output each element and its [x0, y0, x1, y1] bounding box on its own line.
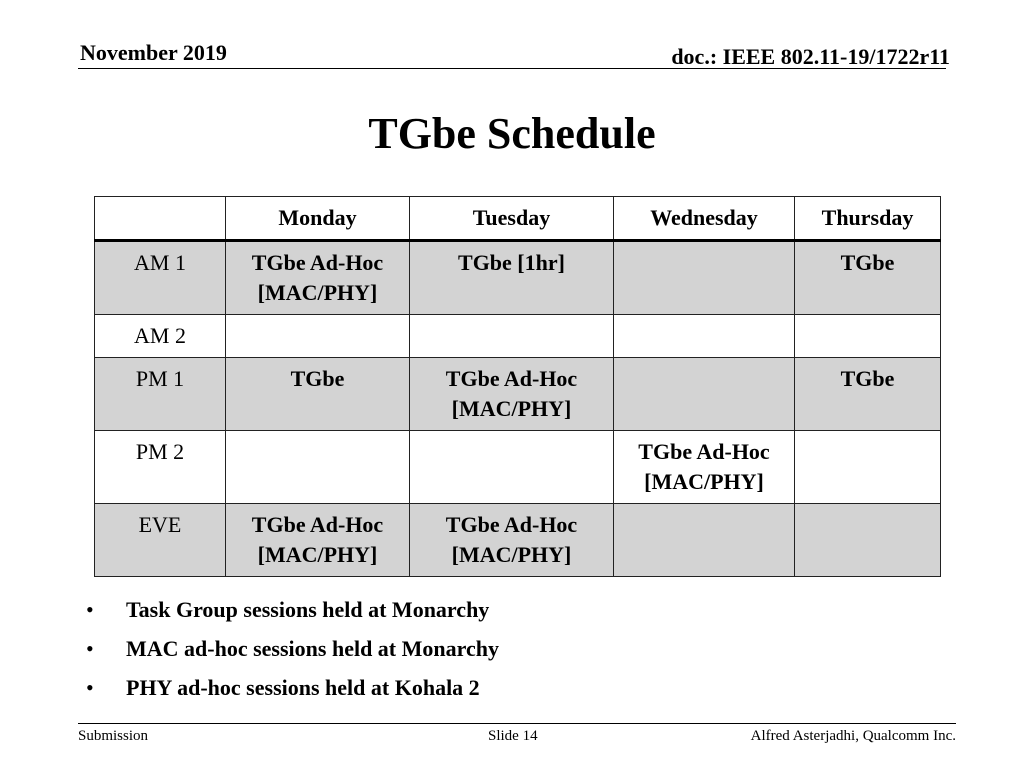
- bullet-icon: •: [86, 597, 94, 622]
- session-line: TGbe: [840, 250, 895, 275]
- footer-slide-number: Slide 14: [488, 728, 538, 744]
- footer-submission: Submission: [78, 728, 149, 744]
- session-line: [MAC/PHY]: [451, 542, 572, 567]
- header-date: November 2019: [80, 40, 227, 65]
- table-row: [95, 431, 941, 504]
- schedule-table: [94, 196, 941, 577]
- session-line: [MAC/PHY]: [451, 396, 572, 421]
- session-line: TGbe Ad-Hoc: [251, 250, 384, 275]
- session-cell: [795, 241, 941, 315]
- list-item-text: Task Group sessions held at Monarchy: [126, 597, 490, 622]
- session-line: [MAC/PHY]: [257, 542, 378, 567]
- session-line: [MAC/PHY]: [257, 280, 378, 305]
- session-line: TGbe Ad-Hoc: [445, 366, 578, 391]
- column-header-tuesday: Tuesday: [410, 197, 614, 241]
- schedule-header-row: [95, 197, 941, 241]
- session-line: TGbe Ad-Hoc: [638, 439, 770, 464]
- session-line: TGbe: [290, 366, 345, 391]
- session-cell: [226, 358, 410, 431]
- header-doc-id: doc.: IEEE 802.11-19/1722r11: [671, 44, 950, 69]
- slot-label: AM 1: [95, 241, 226, 315]
- notes-list: [86, 594, 499, 711]
- table-row: [95, 504, 941, 577]
- session-cell: [410, 358, 614, 431]
- session-cell: [226, 241, 410, 315]
- session-cell: [410, 315, 614, 358]
- session-cell: [795, 504, 941, 577]
- session-line: [MAC/PHY]: [644, 469, 764, 494]
- session-cell: [226, 431, 410, 504]
- session-cell: [614, 431, 795, 504]
- column-header-wednesday: Wednesday: [614, 197, 795, 241]
- session-line: TGbe [1hr]: [458, 250, 565, 275]
- table-row: [95, 315, 941, 358]
- session-cell: [795, 315, 941, 358]
- list-item: [86, 633, 499, 672]
- column-header: [95, 197, 226, 241]
- bullet-icon: •: [86, 636, 94, 661]
- list-item: [86, 594, 499, 633]
- footer-author: Alfred Asterjadhi, Qualcomm Inc.: [750, 728, 956, 744]
- session-line: TGbe Ad-Hoc: [251, 512, 384, 537]
- session-cell: [614, 241, 795, 315]
- slide-title: TGbe Schedule: [368, 109, 656, 158]
- list-item-text: MAC ad-hoc sessions held at Monarchy: [126, 636, 500, 661]
- session-cell: [795, 431, 941, 504]
- session-line: TGbe Ad-Hoc: [445, 512, 578, 537]
- session-cell: [410, 431, 614, 504]
- slot-label: PM 2: [95, 431, 226, 504]
- column-header-monday: Monday: [226, 197, 410, 241]
- session-cell: [410, 241, 614, 315]
- session-cell: [795, 358, 941, 431]
- session-cell: [226, 315, 410, 358]
- slot-label: PM 1: [95, 358, 226, 431]
- slot-label: EVE: [95, 504, 226, 577]
- slot-label: AM 2: [95, 315, 226, 358]
- footer-divider: [78, 723, 956, 724]
- session-line: TGbe: [840, 366, 895, 391]
- table-row: [95, 358, 941, 431]
- list-item-text: PHY ad-hoc sessions held at Kohala 2: [126, 675, 480, 700]
- session-cell: [614, 358, 795, 431]
- session-cell: [614, 315, 795, 358]
- session-cell: [614, 504, 795, 577]
- session-cell: [226, 504, 410, 577]
- table-row: [95, 241, 941, 315]
- list-item: [86, 672, 499, 711]
- session-cell: [410, 504, 614, 577]
- bullet-icon: •: [86, 675, 94, 700]
- header-divider: [78, 68, 946, 69]
- column-header-thursday: Thursday: [795, 197, 941, 241]
